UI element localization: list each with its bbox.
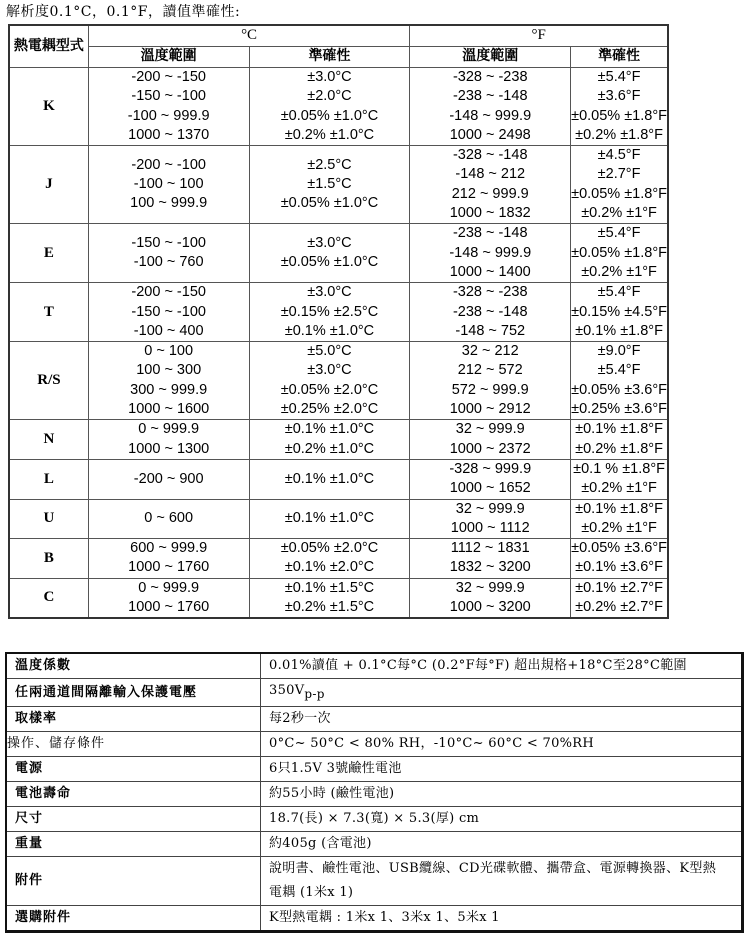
value-line: ±3.6°F: [597, 88, 641, 105]
spec-row: [6, 832, 743, 857]
spec-key: 取樣率: [6, 707, 261, 732]
value-line: -100 ~ 760: [133, 254, 204, 271]
fahrenheit-accuracy-cell: [571, 283, 668, 342]
value-line: -238 ~ -148: [452, 303, 528, 320]
value-line: -150 ~ -100: [131, 88, 206, 105]
value-line: 1000 ~ 1760: [128, 599, 210, 616]
celsius-accuracy-cell: [249, 342, 410, 420]
spec-key: 電源: [6, 757, 261, 782]
value-line: ±4.5°F: [597, 147, 641, 164]
value-line: ±0.2% ±1°F: [581, 480, 657, 497]
value-line: -238 ~ -148: [452, 225, 528, 242]
value-line: 1000 ~ 1760: [128, 559, 210, 576]
value-line: -200 ~ 900: [133, 470, 204, 487]
value-line: -238 ~ -148: [452, 88, 528, 105]
value-line: 1000 ~ 2498: [449, 126, 531, 143]
celsius-range-cell: [88, 342, 249, 420]
value-line: ±5.4°F: [597, 362, 641, 379]
celsius-accuracy-cell: [249, 146, 410, 224]
fahrenheit-accuracy-cell: [571, 499, 668, 539]
spec-row: [6, 707, 743, 732]
value-line: ±0.2% ±1°F: [581, 263, 657, 280]
celsius-range-cell: [88, 539, 249, 579]
spec-row: [6, 906, 743, 932]
value-line: ±5.4°F: [597, 225, 641, 242]
thermocouple-type: B: [9, 539, 88, 579]
value-line: ±0.05% ±1.0°C: [280, 254, 379, 271]
value-line: -200 ~ -100: [131, 156, 206, 173]
fahrenheit-range-cell: [410, 420, 571, 460]
value-line: 600 ~ 999.9: [130, 540, 208, 557]
celsius-accuracy-header: 準確性: [249, 47, 410, 68]
value-line: ±0.1% ±1.0°C: [284, 510, 375, 527]
value-line: 32 ~ 999.9: [455, 500, 525, 517]
celsius-accuracy-cell: [249, 539, 410, 579]
value-line: 1000 ~ 3200: [449, 599, 531, 616]
value-line: ±0.25% ±3.6°F: [571, 401, 667, 418]
spec-row: [6, 782, 743, 807]
value-line: ±0.05% ±1.0°C: [280, 195, 379, 212]
fahrenheit-unit-header: °F: [410, 25, 668, 47]
celsius-range-cell: [88, 224, 249, 283]
voltage-subscript: p-p: [304, 687, 325, 701]
celsius-range-header: 溫度範圍: [88, 47, 249, 68]
value-line: 100 ~ 999.9: [130, 195, 208, 212]
spec-value: 約55小時 (鹼性電池): [261, 782, 743, 807]
value-line: 0 ~ 999.9: [138, 579, 200, 596]
value-line: 1112 ~ 1831: [450, 540, 530, 557]
thermocouple-row: [9, 146, 668, 224]
thermocouple-type: T: [9, 283, 88, 342]
value-line: ±0.05% ±2.0°C: [280, 540, 379, 557]
value-line: 32 ~ 999.9: [455, 421, 525, 438]
value-line: ±0.1% ±1.0°C: [284, 470, 375, 487]
value-line: -148 ~ 999.9: [449, 244, 532, 261]
value-line: ±0.15% ±4.5°F: [571, 303, 667, 320]
fahrenheit-accuracy-cell: [571, 146, 668, 224]
accuracy-table: [8, 24, 669, 619]
spec-value: 0.01%讀值 + 0.1°C每°C (0.2°F每°F) 超出規格+18°C至28°C範圍: [261, 653, 743, 679]
value-line: ±0.1% ±2.0°C: [284, 559, 375, 576]
spec-table: [5, 652, 744, 933]
value-line: ±3.0°C: [307, 235, 352, 252]
value-line: -328 ~ -148: [452, 147, 528, 164]
value-line: 100 ~ 300: [136, 362, 202, 379]
value-line: -150 ~ -100: [131, 235, 206, 252]
thermocouple-row: [9, 499, 668, 539]
value-line: ±0.2% ±1.8°F: [575, 126, 663, 143]
value-line: -148 ~ 212: [455, 166, 526, 183]
value-line: ±0.2% ±1°F: [581, 205, 657, 222]
value-line: -328 ~ 999.9: [449, 460, 532, 477]
fahrenheit-accuracy-cell: [571, 459, 668, 499]
fahrenheit-range-cell: [410, 459, 571, 499]
value-line: ±0.1 % ±1.8°F: [573, 460, 665, 477]
fahrenheit-range-cell: [410, 578, 571, 618]
thermocouple-type-header: 熱電耦型式: [9, 25, 88, 68]
thermocouple-row: [9, 68, 668, 146]
spec-value: 6只1.5V 3號鹼性電池: [261, 757, 743, 782]
celsius-accuracy-cell: [249, 578, 410, 618]
value-line: ±2.5°C: [307, 156, 352, 173]
celsius-accuracy-cell: [249, 420, 410, 460]
value-line: ±1.5°C: [307, 176, 352, 193]
value-line: -328 ~ -238: [452, 284, 528, 301]
spec-key: 溫度係數: [6, 653, 261, 679]
value-line: 1000 ~ 2372: [449, 440, 531, 457]
value-line: ±5.4°F: [597, 69, 641, 85]
fahrenheit-range-cell: [410, 499, 571, 539]
spec-row: [6, 653, 743, 679]
celsius-unit-header: °C: [88, 25, 410, 47]
value-line: ±2.7°F: [597, 166, 641, 183]
value-line: -100 ~ 100: [133, 176, 204, 193]
value-line: 212 ~ 999.9: [451, 185, 529, 202]
value-line: ±5.0°C: [307, 343, 352, 360]
value-line: ±0.2% ±2.7°F: [575, 599, 663, 616]
value-line: ±0.1% ±1.8°F: [575, 421, 663, 438]
spec-key: 選購附件: [6, 906, 261, 932]
value-line: -148 ~ 752: [455, 322, 526, 339]
value-line: 212 ~ 572: [457, 362, 523, 379]
fahrenheit-accuracy-cell: [571, 539, 668, 579]
celsius-accuracy-cell: [249, 224, 410, 283]
value-line: 0 ~ 999.9: [138, 421, 200, 438]
value-line: -328 ~ -238: [452, 69, 528, 85]
thermocouple-type: C: [9, 578, 88, 618]
spec-key: 重量: [6, 832, 261, 857]
value-line: ±5.4°F: [597, 284, 641, 301]
value-line: ±0.2% ±1.0°C: [284, 126, 375, 143]
fahrenheit-accuracy-header: 準確性: [571, 47, 668, 68]
thermocouple-row: [9, 539, 668, 579]
value-line: ±0.05% ±1.0°C: [280, 107, 379, 124]
value-line: 1000 ~ 1300: [128, 440, 210, 457]
thermocouple-row: [9, 283, 668, 342]
value-line: ±0.1% ±2.7°F: [575, 579, 663, 596]
spec-row: [6, 732, 743, 757]
value-line: ±0.05% ±3.6°F: [571, 381, 667, 398]
spec-key: 附件: [6, 857, 261, 906]
thermocouple-type: E: [9, 224, 88, 283]
value-line: ±0.05% ±1.8°F: [571, 107, 667, 124]
celsius-accuracy-cell: [249, 68, 410, 146]
spec-row: [6, 857, 743, 906]
spec-value: 0°C~ 50°C < 80% RH，-10°C~ 60°C < 70%RH: [261, 732, 743, 757]
spec-value: 每2秒一次: [261, 707, 743, 732]
spec-value: 說明書、鹼性電池、USB纜線、CD光碟軟體、攜帶盒、電源轉換器、K型熱電耦 (1米x 1): [261, 857, 743, 906]
spec-key: 電池壽命: [6, 782, 261, 807]
value-line: ±0.05% ±3.6°F: [571, 540, 667, 557]
value-line: ±0.05% ±2.0°C: [280, 381, 379, 398]
value-line: 1000 ~ 1832: [449, 205, 531, 222]
value-line: ±0.05% ±1.8°F: [571, 185, 667, 202]
thermocouple-row: [9, 420, 668, 460]
value-line: 1000 ~ 1652: [449, 480, 531, 497]
value-line: 32 ~ 212: [461, 343, 519, 360]
value-line: -100 ~ 400: [133, 322, 204, 339]
celsius-range-cell: [88, 283, 249, 342]
value-line: ±3.0°C: [307, 69, 352, 85]
fahrenheit-range-cell: [410, 146, 571, 224]
value-line: 1000 ~ 1112: [450, 519, 530, 536]
celsius-range-cell: [88, 459, 249, 499]
celsius-range-cell: [88, 146, 249, 224]
fahrenheit-range-cell: [410, 539, 571, 579]
celsius-accuracy-cell: [249, 459, 410, 499]
value-line: 0 ~ 600: [144, 510, 194, 527]
value-line: ±3.0°C: [307, 362, 352, 379]
spec-row: [6, 807, 743, 832]
value-line: 572 ~ 999.9: [451, 381, 529, 398]
voltage-value: 350V: [269, 683, 305, 698]
value-line: -200 ~ -150: [131, 284, 206, 301]
value-line: ±0.1% ±1.0°C: [284, 322, 375, 339]
value-line: ±2.0°C: [307, 88, 352, 105]
value-line: ±0.2% ±1.5°C: [284, 599, 375, 616]
fahrenheit-accuracy-cell: [571, 578, 668, 618]
value-line: ±0.1% ±1.8°F: [575, 500, 663, 517]
value-line: 32 ~ 999.9: [455, 579, 525, 596]
fahrenheit-accuracy-cell: [571, 68, 668, 146]
value-line: ±0.25% ±2.0°C: [280, 401, 379, 418]
spec-row: [6, 757, 743, 782]
thermocouple-row: [9, 342, 668, 420]
resolution-intro: 解析度0.1°C，0.1°F，讀值準確性:: [6, 4, 241, 20]
fahrenheit-range-cell: [410, 68, 571, 146]
celsius-range-cell: [88, 68, 249, 146]
value-line: ±0.1% ±3.6°F: [575, 559, 663, 576]
value-line: 1000 ~ 1400: [449, 263, 531, 280]
celsius-accuracy-cell: [249, 283, 410, 342]
value-line: ±0.15% ±2.5°C: [280, 303, 379, 320]
celsius-range-cell: [88, 499, 249, 539]
spec-value: K型熱電耦 : 1米x 1、3米x 1、5米x 1: [261, 906, 743, 932]
spec-value: 18.7(長) × 7.3(寬) × 5.3(厚) cm: [261, 807, 743, 832]
value-line: -100 ~ 999.9: [127, 107, 210, 124]
value-line: -200 ~ -150: [131, 69, 206, 85]
fahrenheit-range-cell: [410, 342, 571, 420]
value-line: ±0.1% ±1.8°F: [575, 322, 663, 339]
value-line: 0 ~ 100: [144, 343, 194, 360]
thermocouple-row: [9, 459, 668, 499]
fahrenheit-accuracy-cell: [571, 420, 668, 460]
fahrenheit-range-header: 溫度範圍: [410, 47, 571, 68]
fahrenheit-accuracy-cell: [571, 224, 668, 283]
thermocouple-type: L: [9, 459, 88, 499]
value-line: 1000 ~ 1600: [128, 401, 210, 418]
thermocouple-type: U: [9, 499, 88, 539]
spec-key: 任兩通道間隔離輸入保護電壓: [6, 679, 261, 707]
value-line: ±0.1% ±1.5°C: [284, 579, 375, 596]
value-line: ±0.05% ±1.8°F: [571, 244, 667, 261]
value-line: ±0.2% ±1.0°C: [284, 440, 375, 457]
value-line: 300 ~ 999.9: [130, 381, 208, 398]
value-line: -150 ~ -100: [131, 303, 206, 320]
value-line: 1000 ~ 2912: [449, 401, 531, 418]
value-line: ±3.0°C: [307, 284, 352, 301]
spec-row: [6, 679, 743, 707]
thermocouple-row: [9, 578, 668, 618]
thermocouple-type: K: [9, 68, 88, 146]
value-line: ±9.0°F: [597, 343, 641, 360]
value-line: 1832 ~ 3200: [449, 559, 531, 576]
thermocouple-type: J: [9, 146, 88, 224]
thermocouple-type: N: [9, 420, 88, 460]
celsius-range-cell: [88, 578, 249, 618]
celsius-range-cell: [88, 420, 249, 460]
spec-value: [261, 679, 743, 707]
thermocouple-type: R/S: [9, 342, 88, 420]
fahrenheit-range-cell: [410, 224, 571, 283]
value-line: 1000 ~ 1370: [128, 126, 210, 143]
value-line: ±0.2% ±1.8°F: [575, 440, 663, 457]
fahrenheit-range-cell: [410, 283, 571, 342]
celsius-accuracy-cell: [249, 499, 410, 539]
fahrenheit-accuracy-cell: [571, 342, 668, 420]
value-line: ±0.2% ±1°F: [581, 519, 657, 536]
spec-key: 尺寸: [6, 807, 261, 832]
value-line: ±0.1% ±1.0°C: [284, 421, 375, 438]
value-line: -148 ~ 999.9: [449, 107, 532, 124]
thermocouple-row: [9, 224, 668, 283]
spec-key: 操作、儲存條件: [6, 732, 261, 757]
spec-value: 約405g (含電池): [261, 832, 743, 857]
